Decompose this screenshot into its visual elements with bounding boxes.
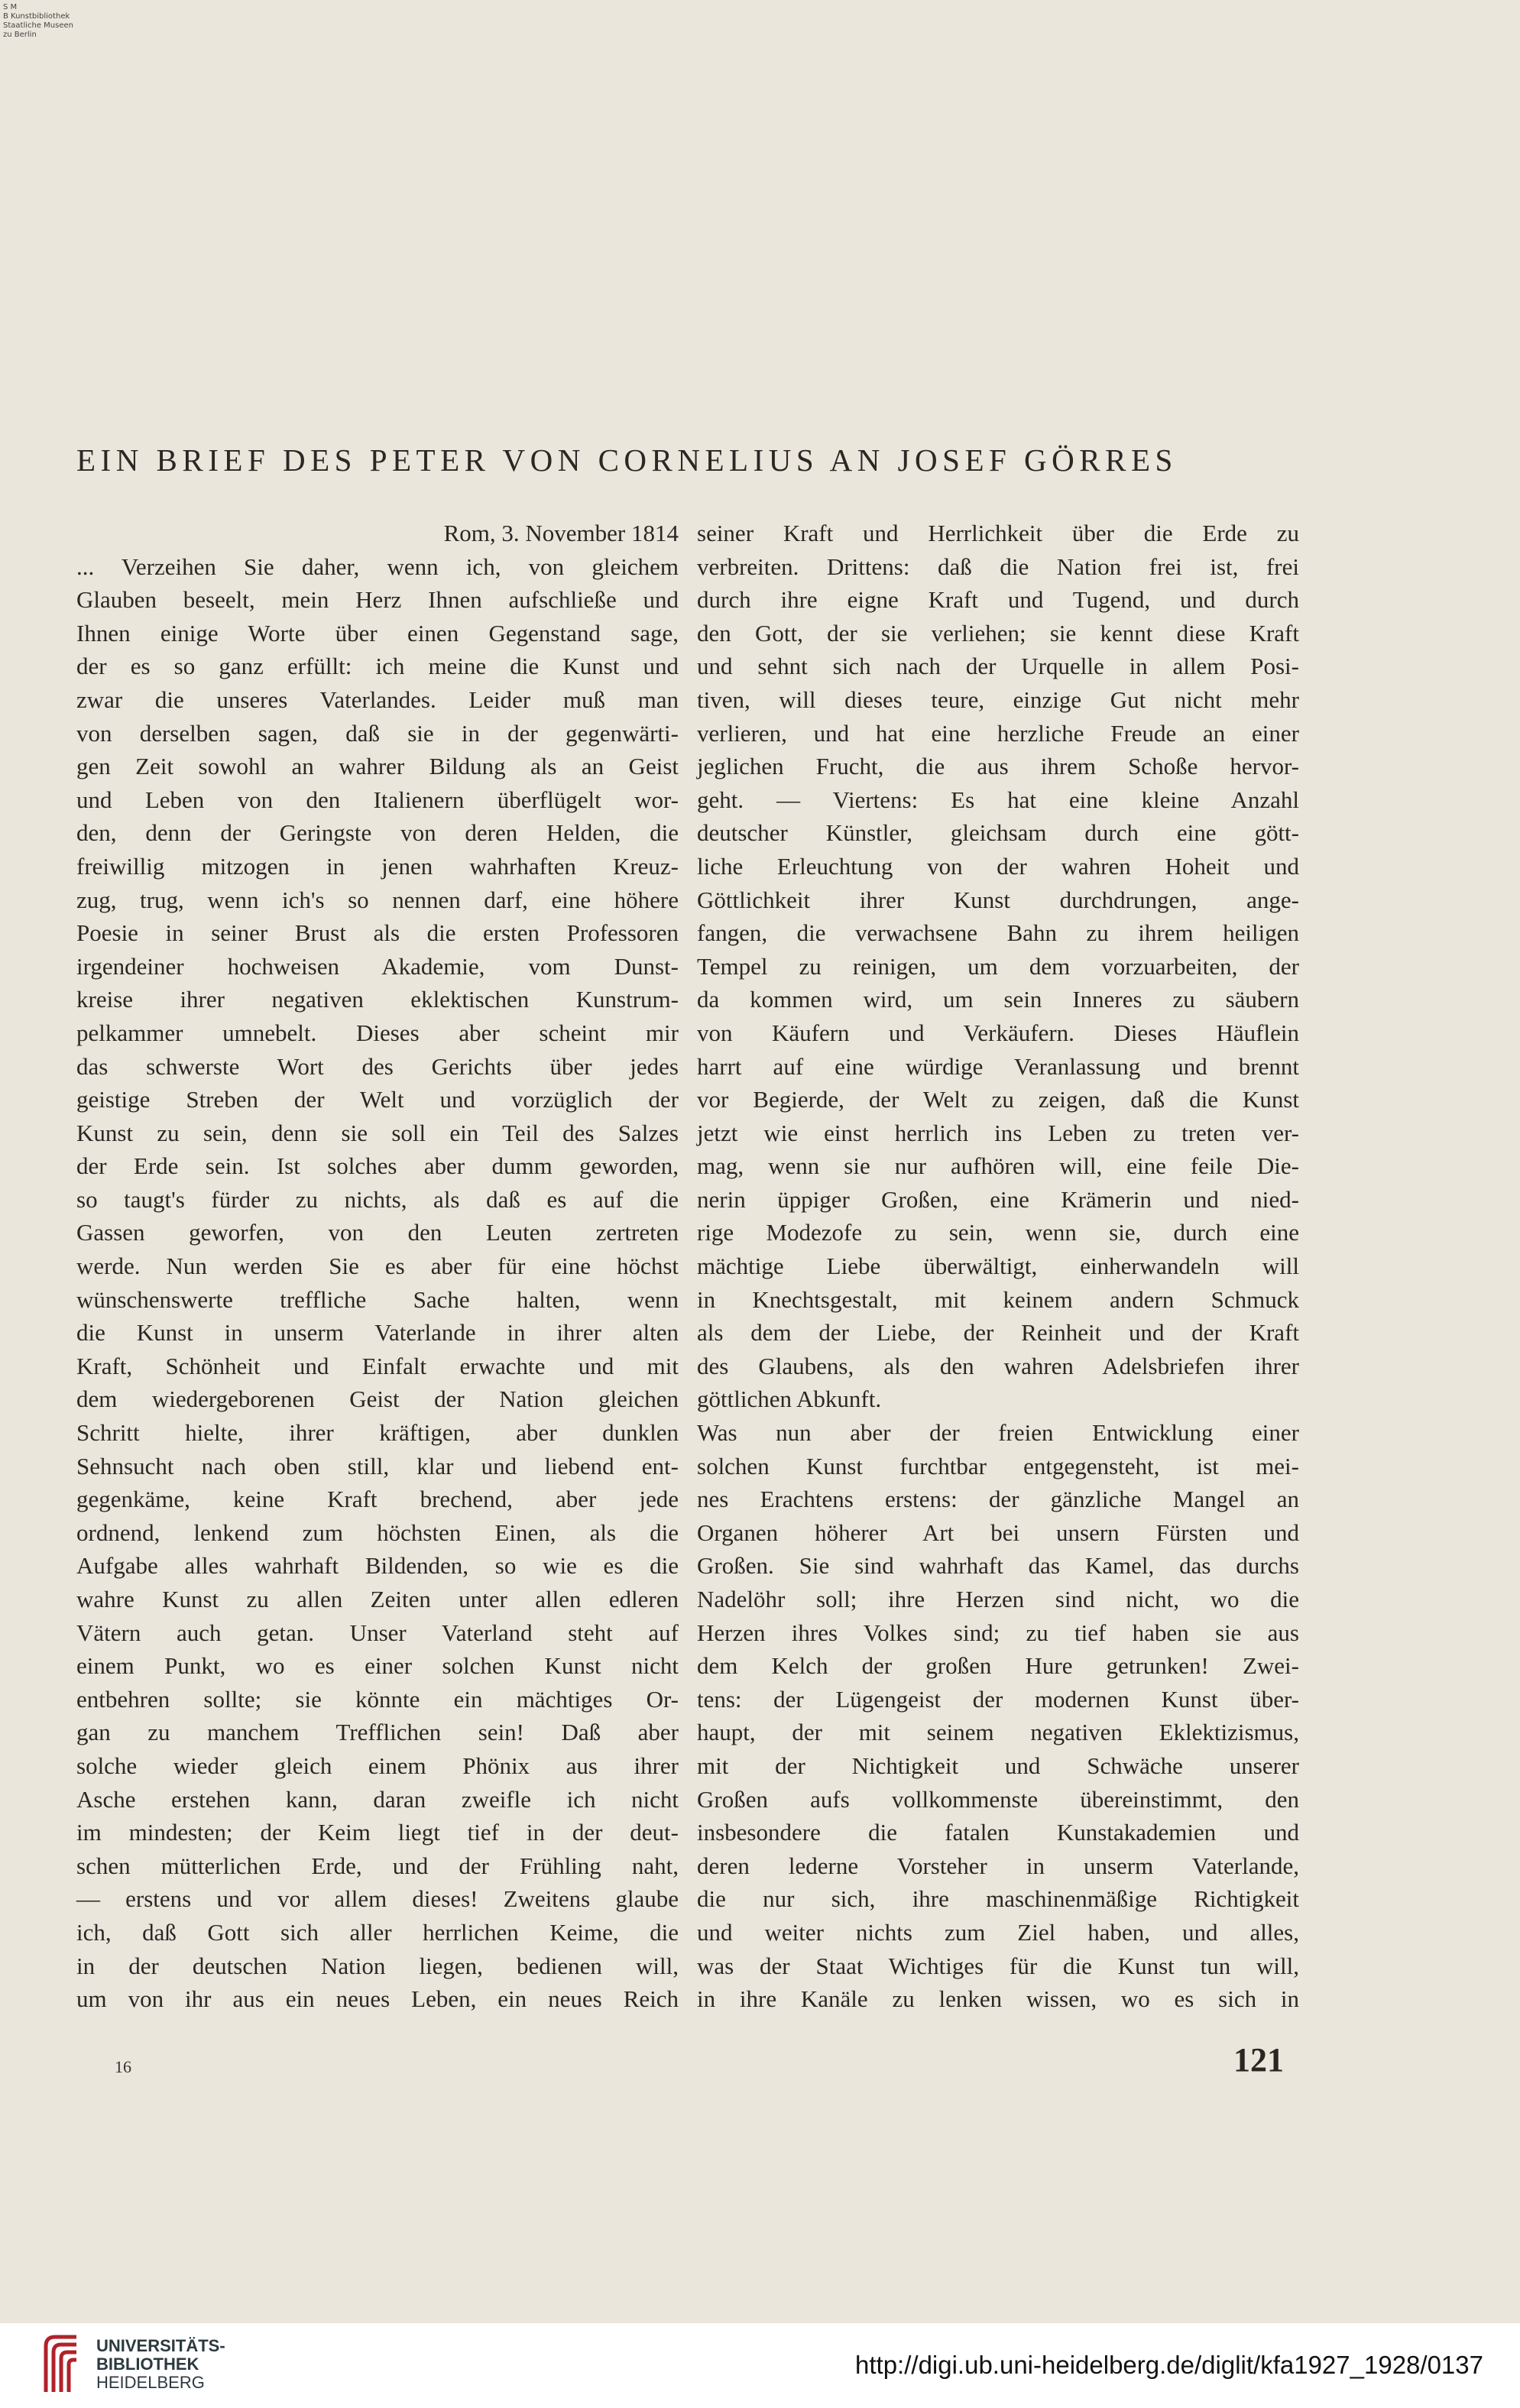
text-line: solchen Kunst furchtbar entgegensteht, ist mei-: [697, 1452, 1299, 1479]
dateline: Rom, 3. November 1814: [443, 520, 679, 546]
text-line: mächtige Liebe überwältigt, einherwandeln will: [697, 1253, 1299, 1280]
text-line: Was nun aber der freien Entwicklung einer: [697, 1419, 1299, 1447]
text-line: einem Punkt, wo es einer solchen Kunst nicht: [76, 1652, 679, 1680]
text-line: Aufgabe alles wahrhaft Bildenden, so wie es die: [76, 1552, 679, 1580]
text-line: Herzen ihres Volkes sind; zu tief haben sie aus: [697, 1619, 1299, 1646]
text-line: haupt, der mit seinem negativen Eklektizismus,: [697, 1719, 1299, 1746]
text-line: wünschenswerte treffliche Sache halten, wenn: [76, 1285, 679, 1313]
text-line: gen Zeit sowohl an wahrer Bildung als an Geist: [76, 753, 679, 780]
text-line: zwar die unseres Vaterlandes. Leider muß man: [76, 685, 679, 713]
text-line: wahre Kunst zu allen Zeiten unter allen edleren: [76, 1586, 679, 1612]
text-line: Vätern auch getan. Unser Vaterland steht auf: [76, 1619, 679, 1646]
text-line: seiner Kraft und Herrlichkeit über die Erde zu: [697, 520, 1299, 546]
text-line: und sehnt sich nach der Urquelle in allem Posi-: [697, 653, 1299, 680]
text-line: Tempel zu reinigen, um dem vorzuarbeiten, der: [697, 952, 1299, 980]
text-line: zug, trug, wenn ich's so nennen darf, eine höhere: [76, 886, 679, 913]
text-line: irgendeiner hochweisen Akademie, vom Dunst-: [76, 952, 679, 980]
text-line: da kommen wird, um sein Inneres zu säubern: [697, 986, 1299, 1013]
text-line: Kraft, Schönheit und Einfalt erwachte und mit: [76, 1352, 679, 1379]
text-line: dem wiedergeborenen Geist der Nation gleichen: [76, 1385, 679, 1413]
text-line: Organen höherer Art bei unsern Fürsten und: [697, 1518, 1299, 1546]
text-line: dem Kelch der großen Hure getrunken! Zwei-: [697, 1652, 1299, 1680]
text-line: göttlichen Abkunft.: [697, 1385, 882, 1413]
source-url-link[interactable]: http://digi.ub.uni-heidelberg.de/diglit/kfa1927_1928/0137: [855, 2351, 1483, 2379]
text-line: gan zu manchem Trefflichen sein! Daß aber: [76, 1719, 679, 1746]
text-line: deutscher Künstler, gleichsam durch eine gött-: [697, 819, 1299, 847]
stamp-line: Staatliche Museen: [3, 21, 73, 30]
text-line: von Käufern und Verkäufern. Dieses Häuflein: [697, 1019, 1299, 1046]
text-line: Großen aufs vollkommenste übereinstimmt, den: [697, 1785, 1299, 1813]
text-line: des Glaubens, als den wahren Adelsbriefen ihrer: [697, 1352, 1299, 1379]
text-line: in der deutschen Nation liegen, bedienen will,: [76, 1952, 679, 1979]
text-line: geht. — Viertens: Es hat eine kleine Anzahl: [697, 786, 1299, 813]
text-line: Poesie in seiner Brust als die ersten Professoren: [76, 919, 679, 947]
text-line: nerin üppiger Großen, eine Krämerin und nied-: [697, 1185, 1299, 1213]
text-line: Sehnsucht nach oben still, klar und liebend ent-: [76, 1452, 679, 1479]
article-title: EIN BRIEF DES PETER VON CORNELIUS AN JOSEF GÖRRES: [76, 442, 1178, 478]
text-line: solche wieder gleich einem Phönix aus ihrer: [76, 1752, 679, 1779]
text-line: ordnend, lenkend zum höchsten Einen, als die: [76, 1518, 679, 1546]
text-line: das schwerste Wort des Gerichts über jedes: [76, 1052, 679, 1080]
text-line: von derselben sagen, daß sie in der gegenwärti-: [76, 719, 679, 747]
text-line: mag, wenn sie nur aufhören will, eine feile Die-: [697, 1152, 1299, 1180]
stamp-line: zu Berlin: [3, 31, 37, 39]
text-line: verlieren, und hat eine herzliche Freude an einer: [697, 719, 1299, 747]
text-line: fangen, die verwachsene Bahn zu ihrem heiligen: [697, 919, 1299, 947]
text-line: mit der Nichtigkeit und Schwäche unserer: [697, 1752, 1299, 1779]
text-line: um von ihr aus ein neues Leben, ein neues Reich: [76, 1985, 679, 2013]
text-line: den, denn der Geringste von deren Helden, die: [76, 819, 679, 847]
text-line: pelkammer umnebelt. Dieses aber scheint mir: [76, 1019, 679, 1046]
text-line: verbreiten. Drittens: daß die Nation frei ist, frei: [697, 553, 1299, 580]
stamp-line: B Kunstbibliothek: [3, 12, 70, 21]
ub-heidelberg-logo-icon: [38, 2331, 84, 2395]
text-line: der Erde sein. Ist solches aber dumm geworden,: [76, 1152, 679, 1180]
text-line: Nadelöhr soll; ihre Herzen sind nicht, wo die: [697, 1586, 1299, 1612]
text-line: entbehren sollte; sie könnte ein mächtiges Or-: [76, 1685, 679, 1713]
right-column: [697, 517, 1299, 2016]
text-line: geistige Streben der Welt und vorzüglich der: [76, 1086, 679, 1113]
text-line: die nur sich, ihre maschinenmäßige Richtigkeit: [697, 1885, 1299, 1913]
text-line: jetzt wie einst herrlich ins Leben zu treten ver-: [697, 1119, 1299, 1146]
text-line: in ihre Kanäle zu lenken wissen, wo es sich in: [697, 1985, 1299, 2013]
library-logo-text: [96, 2337, 225, 2392]
text-line: jeglichen Frucht, die aus ihrem Schoße hervor-: [697, 753, 1299, 780]
text-line: ich, daß Gott sich aller herrlichen Keime, die: [76, 1918, 679, 1946]
text-line: Gassen geworfen, von den Leuten zertreten: [76, 1219, 679, 1246]
text-line: vor Begierde, der Welt zu zeigen, daß die Kunst: [697, 1086, 1299, 1113]
text-line: tiven, will dieses teure, einzige Gut nicht mehr: [697, 685, 1299, 713]
text-line: Schritt hielte, ihrer kräftigen, aber dunklen: [76, 1419, 679, 1447]
text-line: — erstens und vor allem dieses! Zweitens glaube: [76, 1885, 679, 1913]
left-column: [76, 517, 679, 2016]
library-stamp: [3, 3, 125, 40]
text-line: ... Verzeihen Sie daher, wenn ich, von gleichem: [76, 553, 679, 580]
text-line: Kunst zu sein, denn sie soll ein Teil des Salzes: [76, 1119, 679, 1146]
text-line: nes Erachtens erstens: der gänzliche Mangel an: [697, 1486, 1299, 1513]
text-line: tens: der Lügengeist der modernen Kunst über-: [697, 1685, 1299, 1713]
text-line: rige Modezofe zu sein, wenn sie, durch eine: [697, 1219, 1299, 1246]
text-line: Göttlichkeit ihrer Kunst durchdrungen, ange-: [697, 886, 1299, 913]
text-line: Großen. Sie sind wahrhaft das Kamel, das durchs: [697, 1552, 1299, 1580]
page-number: 121: [1233, 2041, 1284, 2079]
text-line: der es so ganz erfüllt: ich meine die Kunst und: [76, 653, 679, 680]
text-line: was der Staat Wichtiges für die Kunst tun will,: [697, 1952, 1299, 1979]
logo-line: UNIVERSITÄTS-: [96, 2336, 225, 2355]
text-line: schen mütterlichen Erde, und der Frühling naht,: [76, 1852, 679, 1879]
text-line: als dem der Liebe, der Reinheit und der Kraft: [697, 1319, 1299, 1347]
text-line: insbesondere die fatalen Kunstakademien und: [697, 1819, 1299, 1846]
text-line: Asche erstehen kann, daran zweifle ich nicht: [76, 1785, 679, 1813]
signature-mark: 16: [115, 2057, 131, 2076]
text-line: die Kunst in unserm Vaterlande in ihrer alten: [76, 1319, 679, 1347]
text-line: und Leben von den Italienern überflügelt wor-: [76, 786, 679, 813]
text-line: durch ihre eigne Kraft und Tugend, und durch: [697, 586, 1299, 614]
text-line: und weiter nichts zum Ziel haben, und alles,: [697, 1918, 1299, 1946]
text-line: so taugt's fürder zu nichts, als daß es auf die: [76, 1185, 679, 1213]
text-line: kreise ihrer negativen eklektischen Kunstrum-: [76, 986, 679, 1013]
text-line: den Gott, der sie verliehen; sie kennt diese Kraft: [697, 619, 1299, 647]
text-line: im mindesten; der Keim liegt tief in der deut-: [76, 1819, 679, 1846]
text-line: gegenkäme, keine Kraft brechend, aber jede: [76, 1486, 679, 1513]
text-line: freiwillig mitzogen in jenen wahrhaften Kreuz-: [76, 852, 679, 880]
text-line: Glauben beseelt, mein Herz Ihnen aufschließe und: [76, 586, 679, 614]
text-line: Ihnen einige Worte über einen Gegenstand sage,: [76, 619, 679, 647]
text-line: in Knechtsgestalt, mit keinem andern Schmuck: [697, 1285, 1299, 1313]
text-line: deren lederne Vorsteher in unserm Vaterlande,: [697, 1852, 1299, 1879]
text-line: liche Erleuchtung von der wahren Hoheit und: [697, 852, 1299, 880]
logo-line: BIBLIOTHEK: [96, 2355, 199, 2374]
footer-bar: [0, 2323, 1520, 2408]
text-line: harrt auf eine würdige Veranlassung und brennt: [697, 1052, 1299, 1080]
text-line: werde. Nun werden Sie es aber für eine höchst: [76, 1253, 679, 1280]
stamp-line: S M: [3, 3, 18, 11]
logo-line: HEIDELBERG: [96, 2373, 205, 2392]
